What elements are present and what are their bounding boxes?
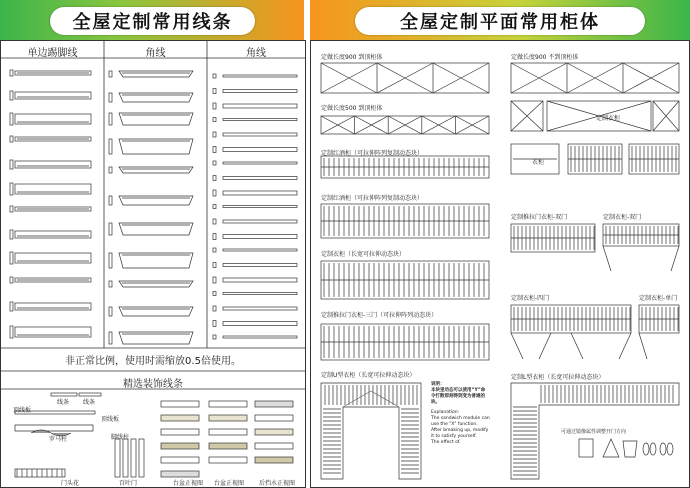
right-header bbox=[310, 0, 690, 40]
skirting-section bbox=[10, 113, 13, 125]
decor-sample-swatch bbox=[161, 443, 199, 449]
skirting-profile bbox=[15, 184, 91, 194]
corner-section bbox=[109, 307, 112, 316]
corner-section-b bbox=[213, 176, 216, 181]
decor-label: 台盆正视图 bbox=[173, 480, 204, 487]
skirting-profile bbox=[15, 303, 91, 310]
skirting-section bbox=[10, 70, 13, 76]
corner-section-b bbox=[213, 161, 216, 165]
corner-section-b bbox=[213, 321, 216, 327]
left-panel-drawing bbox=[1, 41, 305, 487]
decor-sample-swatch bbox=[161, 471, 199, 477]
corner-profile-b bbox=[223, 293, 297, 295]
decor-sample-swatch bbox=[209, 457, 247, 463]
scale-note: 非正常比例，使用时需缩放0.5倍使用。 bbox=[65, 356, 241, 367]
label-single-door: 定制衣柜-单门 bbox=[639, 295, 678, 302]
decor-line-2 bbox=[79, 393, 101, 396]
explanation-en: Explanation: The sandwich module can use the "X" function. After breaking up, modify it to satisfy yourself. The effect of. bbox=[431, 410, 490, 445]
tag-wardrobe: 衣柜 bbox=[532, 159, 545, 166]
decor-sample-swatch bbox=[209, 443, 247, 449]
corner-profile-b bbox=[223, 264, 297, 267]
decor-sample-swatch bbox=[255, 401, 293, 407]
shoe-icon bbox=[660, 443, 666, 455]
shoe-icon bbox=[667, 443, 673, 455]
skirting-profiles bbox=[10, 70, 91, 338]
right-cabinets-panel bbox=[310, 40, 690, 488]
corner-section bbox=[109, 167, 112, 173]
label-wine-1: 定制红酒柜（可拉伸阵列复制动态块） bbox=[321, 150, 424, 157]
corner-profile-b bbox=[223, 162, 297, 164]
decor-label: 顶线板 bbox=[101, 416, 120, 423]
skirting-profile bbox=[15, 231, 91, 238]
corner-section-b bbox=[213, 118, 216, 122]
skirting-section bbox=[10, 136, 13, 142]
label-wardrobe: 定制衣柜（长宽可拉伸动态块） bbox=[321, 251, 406, 258]
corner-section bbox=[109, 196, 112, 205]
corner-section bbox=[109, 113, 112, 125]
corner-section-b bbox=[213, 292, 216, 296]
corner-profile bbox=[119, 93, 193, 102]
label-900-full: 定做长度900 到顶柜体 bbox=[321, 54, 383, 61]
corner-profile-b bbox=[223, 206, 297, 208]
decor-label: 顶线板 bbox=[13, 407, 32, 414]
corner-section-b bbox=[213, 103, 216, 109]
decor-label: 百叶门 bbox=[119, 480, 138, 487]
corner-profile-b bbox=[223, 235, 297, 239]
corner-profile-b bbox=[223, 249, 297, 251]
label-l-wardrobe: 定制L型衣柜（长宽可拉伸动态块） bbox=[511, 374, 605, 381]
corner-section-b bbox=[213, 132, 216, 137]
decor-sample-swatch bbox=[209, 401, 247, 407]
skirting-section bbox=[10, 160, 13, 169]
roman-column bbox=[139, 439, 144, 477]
shoe-icon bbox=[650, 443, 656, 455]
column-header-skirting: 单边踢脚线 bbox=[27, 48, 78, 59]
corner-profile-b bbox=[223, 322, 297, 326]
label-u-wardrobe: 定制U型衣柜（长宽可拉伸动态块） bbox=[321, 372, 416, 379]
corner-profile-b bbox=[223, 220, 297, 223]
u-door-swing bbox=[343, 391, 399, 407]
corner-profile-b bbox=[223, 177, 297, 180]
decor-label: 罗马柱 bbox=[49, 436, 68, 443]
skirt-icon bbox=[623, 441, 637, 457]
shoe-icon bbox=[643, 443, 649, 455]
skirting-section bbox=[10, 230, 13, 239]
corner-profile bbox=[119, 307, 193, 316]
decor-sample-swatch bbox=[209, 415, 247, 421]
corner-profile bbox=[119, 71, 193, 77]
right-header-title: 全屋定制平面常用柜体 bbox=[355, 7, 645, 35]
skirting-profile bbox=[15, 327, 91, 337]
decor-sample-swatch bbox=[161, 401, 199, 407]
corner-section bbox=[109, 223, 112, 235]
decor-label: 后挡水正视图 bbox=[259, 480, 296, 487]
decor-sample-swatch bbox=[209, 429, 247, 435]
corner-section-b bbox=[213, 147, 216, 153]
skirting-section bbox=[10, 252, 13, 264]
label-wine-2: 定制红酒柜（可拉伸阵列复制动态块） bbox=[321, 195, 424, 202]
corner-section-b bbox=[213, 205, 216, 209]
corner-section bbox=[109, 139, 112, 154]
decor-sample-swatch bbox=[161, 429, 199, 435]
door-swing bbox=[639, 333, 647, 359]
corner-profile-b bbox=[223, 191, 297, 195]
skirting-section bbox=[10, 326, 13, 338]
decor-sample-swatch bbox=[161, 415, 199, 421]
skirting-profile bbox=[15, 161, 91, 168]
corner-profile-b bbox=[223, 75, 297, 77]
corner-profile-b bbox=[223, 90, 297, 93]
corner-profile-b bbox=[223, 104, 297, 108]
corner-section-b bbox=[213, 335, 216, 339]
skirting-profile bbox=[15, 253, 91, 263]
corner-section-b bbox=[213, 248, 216, 252]
corner-section bbox=[109, 71, 112, 77]
column-header-corner-2: 角线 bbox=[246, 48, 266, 59]
door-swing bbox=[511, 333, 631, 359]
label-sliding-3: 定制推拉门衣柜-三门（可拉伸阵列动态块） bbox=[321, 312, 438, 319]
corner-profile-b bbox=[223, 133, 297, 136]
top-line-board-2 bbox=[15, 425, 93, 431]
corner-section-b bbox=[213, 219, 216, 224]
roman-column bbox=[115, 439, 120, 477]
corner-profile bbox=[119, 281, 193, 287]
decor-sample-swatch bbox=[255, 443, 293, 449]
corner-profile-b bbox=[223, 119, 297, 121]
corner-section bbox=[109, 332, 112, 344]
label-900-partial: 定做长度900 不到顶柜体 bbox=[511, 54, 579, 61]
corner-profile-b bbox=[223, 148, 297, 152]
corner-section-b bbox=[213, 190, 216, 196]
decor-sample-swatch bbox=[255, 415, 293, 421]
skirting-profile bbox=[15, 114, 91, 124]
left-header bbox=[0, 0, 304, 40]
shirt-icon bbox=[579, 439, 593, 457]
decor-lines-title: 精选装饰线条 bbox=[123, 379, 183, 390]
corner-profile bbox=[119, 196, 193, 205]
label-sliding-2: 定制推拉门衣柜-双门 bbox=[511, 214, 568, 221]
door-swing bbox=[603, 246, 679, 271]
label-double-door: 定制衣柜-双门 bbox=[603, 214, 642, 221]
roman-column bbox=[131, 439, 136, 477]
skirting-section bbox=[10, 91, 13, 100]
left-lines-panel bbox=[0, 40, 306, 488]
corner-profile-b bbox=[223, 278, 297, 282]
corner-section-b bbox=[213, 74, 216, 78]
roman-column bbox=[123, 439, 128, 477]
skirting-section bbox=[10, 277, 13, 283]
corner-section-b bbox=[213, 234, 216, 240]
corner-profile-b bbox=[223, 336, 297, 338]
corner-section-b bbox=[213, 89, 216, 94]
decor-label: 台盆正视图 bbox=[214, 480, 245, 487]
skirting-profile bbox=[15, 92, 91, 99]
mirror-hint: 可通过镜像属性调整开门方向 bbox=[561, 429, 627, 435]
decor-label: 线条 bbox=[57, 399, 70, 406]
left-header-title: 全屋定制常用线条 bbox=[50, 7, 255, 35]
corner-line-profiles-a bbox=[109, 71, 193, 344]
corner-section-b bbox=[213, 263, 216, 268]
skirting-section bbox=[10, 206, 13, 212]
corner-section-b bbox=[213, 277, 216, 283]
decor-sample-swatch bbox=[161, 457, 199, 463]
corner-section-b bbox=[213, 306, 216, 311]
corner-profile bbox=[119, 167, 193, 173]
decor-label: 门头花 bbox=[61, 480, 80, 487]
decor-line-1 bbox=[51, 393, 77, 396]
label-500-full: 定做长度500 到顶柜体 bbox=[321, 105, 383, 112]
corner-line-profiles-b bbox=[213, 74, 297, 339]
label-four-door: 定制衣柜-四门 bbox=[511, 295, 550, 302]
ceiling-light-strip bbox=[15, 469, 65, 477]
skirting-section bbox=[10, 302, 13, 311]
decor-label: 线条 bbox=[83, 399, 96, 406]
u-wardrobe-outline bbox=[321, 383, 421, 479]
decor-sample-swatch bbox=[255, 457, 293, 463]
column-header-corner-1: 角线 bbox=[145, 48, 166, 59]
explanation-cn: 说明： 本块里动态可以使用“Y”命令打散即刻得到变为普通的块。 bbox=[431, 382, 486, 405]
corner-section bbox=[109, 93, 112, 102]
corner-section bbox=[109, 253, 112, 268]
skirting-section bbox=[10, 183, 13, 195]
corner-profile-b bbox=[223, 307, 297, 310]
decor-label: 脚线柱 bbox=[111, 434, 130, 441]
tag-custom-cabinet: 定制衣柜 bbox=[596, 115, 621, 122]
corner-section bbox=[109, 281, 112, 287]
dress-icon bbox=[603, 439, 619, 457]
cabinet-drawings bbox=[321, 63, 679, 479]
decor-sample-swatch bbox=[255, 429, 293, 435]
